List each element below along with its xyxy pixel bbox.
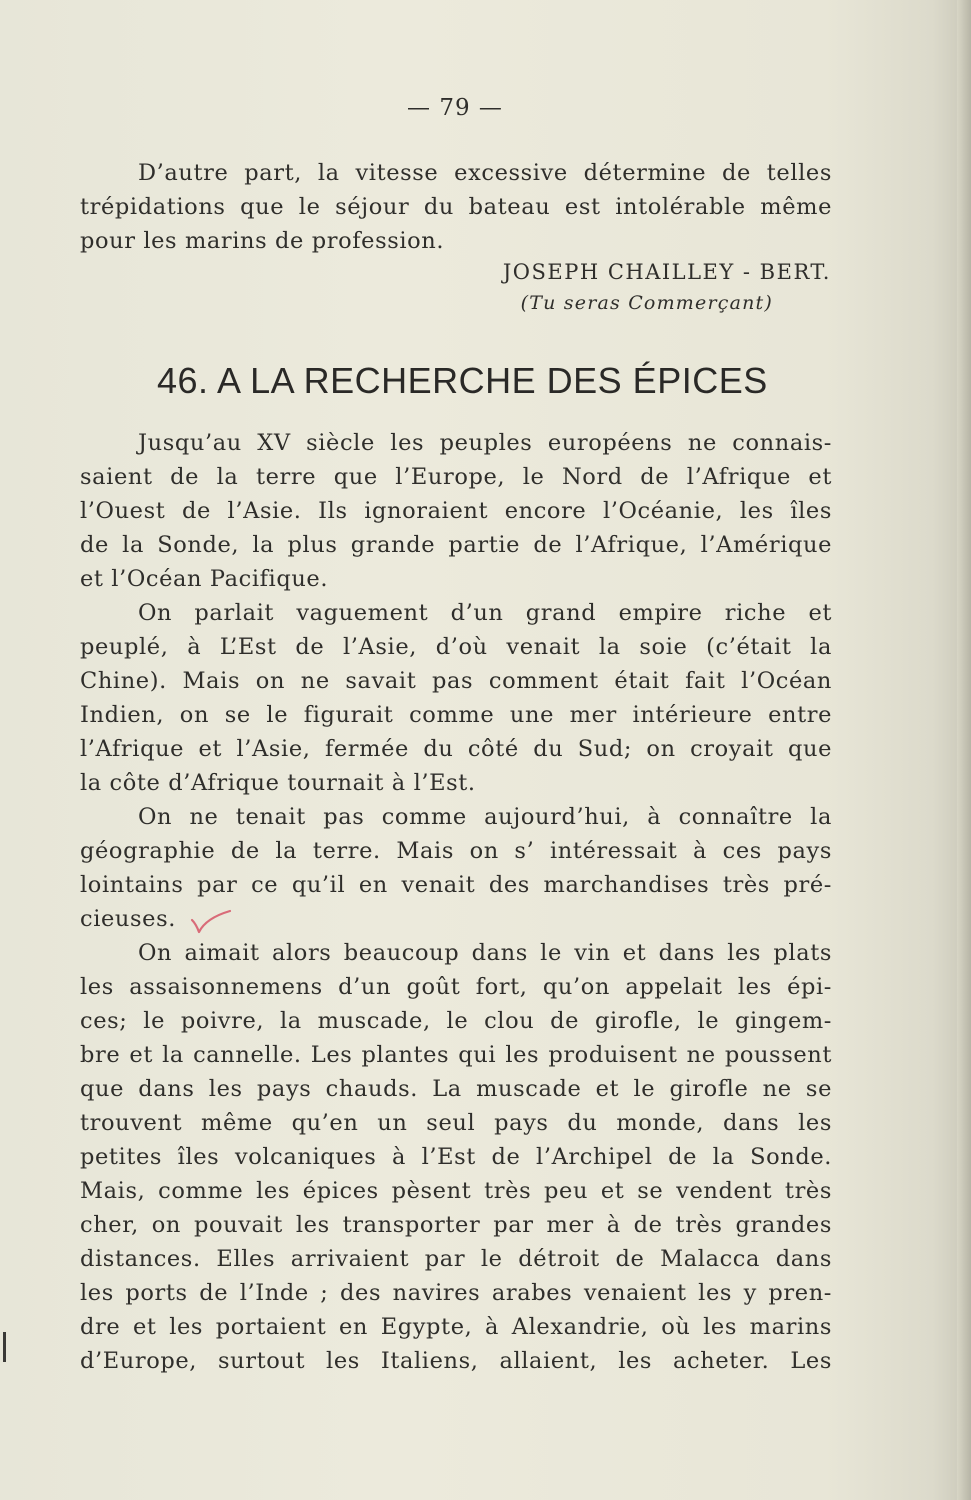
- text-line: les ports de l’Inde ; des navires arabes venaient les y pren-: [80, 1280, 832, 1306]
- text-line: D’autre part, la vitesse excessive détermine de telles: [138, 160, 832, 186]
- text-line: Chine). Mais on ne savait pas comment était fait l’Océan: [80, 668, 832, 694]
- text-line: cieuses.: [80, 906, 176, 932]
- text-line: les assaisonnemens d’un goût fort, qu’on appelait les épi-: [80, 974, 832, 1000]
- text-line: pour les marins de profession.: [80, 228, 445, 254]
- page-edge: [957, 0, 971, 1500]
- author-signature: JOSEPH CHAILLEY - BERT.: [502, 260, 831, 284]
- text-line: dre et les portaient en Egypte, à Alexandrie, où les marins: [80, 1314, 832, 1340]
- text-line: On ne tenait pas comme aujourd’hui, à connaître la: [138, 804, 832, 830]
- text-line: Jusqu’au XV siècle les peuples européens ne connais-: [138, 430, 832, 456]
- text-line: saient de la terre que l’Europe, le Nord de l’Afrique et: [80, 464, 832, 490]
- text-line: petites îles volcaniques à l’Est de l’Archipel de la Sonde.: [80, 1144, 832, 1170]
- text-line: l’Afrique et l’Asie, fermée du côté du Sud; on croyait que: [80, 736, 832, 762]
- margin-mark: [3, 1332, 6, 1362]
- page-number: — 79 —: [407, 95, 503, 121]
- text-line: l’Ouest de l’Asie. Ils ignoraient encore l’Océanie, les îles: [80, 498, 832, 524]
- text-line: Mais, comme les épices pèsent très peu et se vendent très: [80, 1178, 832, 1204]
- check-mark-icon: [190, 908, 234, 934]
- text-line: de la Sonde, la plus grande partie de l’Afrique, l’Amérique: [80, 532, 832, 558]
- text-line: peuplé, à L’Est de l’Asie, d’où venait la soie (c’était la: [80, 634, 832, 660]
- text-line: trépidations que le séjour du bateau est intolérable même: [80, 194, 832, 220]
- text-line: bre et la cannelle. Les plantes qui les produisent ne poussent: [80, 1042, 832, 1068]
- text-line: géographie de la terre. Mais on s’ intéressait à ces pays: [80, 838, 832, 864]
- chapter-body: [80, 426, 832, 1378]
- text-line: ces; le poivre, la muscade, le clou de girofle, le gingem-: [80, 1008, 832, 1034]
- text-line: On parlait vaguement d’un grand empire riche et: [138, 600, 832, 626]
- text-line: et l’Océan Pacifique.: [80, 566, 329, 592]
- text-line: On aimait alors beaucoup dans le vin et dans les plats: [138, 940, 832, 966]
- text-line: cher, on pouvait les transporter par mer à de très grandes: [80, 1212, 832, 1238]
- text-line: que dans les pays chauds. La muscade et le girofle ne se: [80, 1076, 832, 1102]
- text-line: lointains par ce qu’il en venait des marchandises très pré-: [80, 872, 832, 898]
- text-line: d’Europe, surtout les Italiens, allaient, les acheter. Les: [80, 1348, 832, 1374]
- text-line: Indien, on se le figurait comme une mer intérieure entre: [80, 702, 832, 728]
- text-line: la côte d’Afrique tournait à l’Est.: [80, 770, 476, 796]
- source-citation: (Tu seras Commerçant): [520, 292, 773, 314]
- text-line: trouvent même qu’en un seul pays du monde, dans les: [80, 1110, 832, 1136]
- text-line: distances. Elles arrivaient par le détroit de Malacca dans: [80, 1246, 832, 1272]
- intro-paragraph: [80, 156, 832, 258]
- chapter-title: 46. A LA RECHERCHE DES ÉPICES: [157, 360, 768, 401]
